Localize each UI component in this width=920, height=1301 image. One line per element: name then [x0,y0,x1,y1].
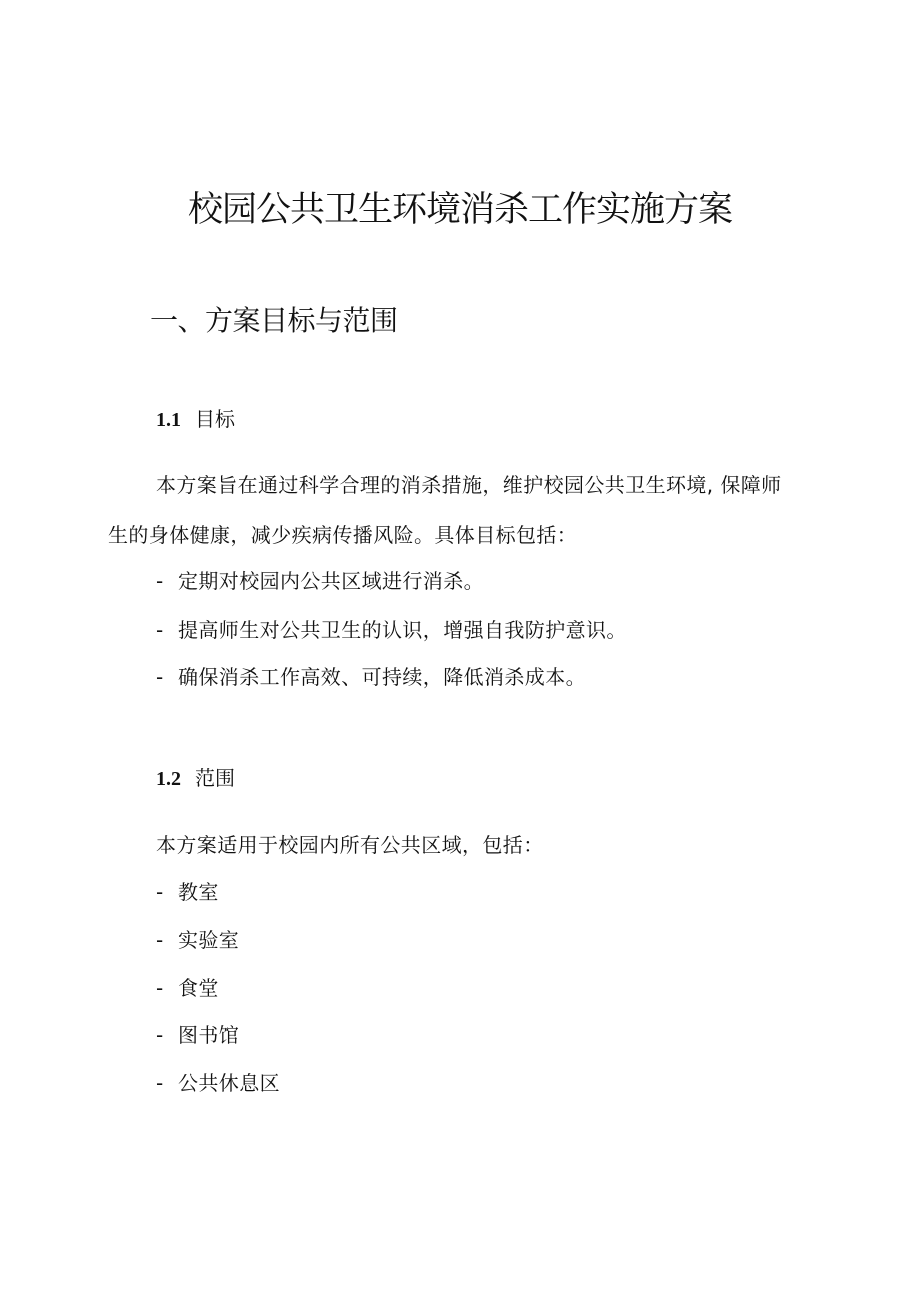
list-item: - 提高师生对公共卫生的认识，增强自我防护意识。 [156,615,627,645]
bullet-marker: - [156,880,164,904]
bullet-marker: - [156,976,164,1000]
list-item: - 教室 [156,877,219,907]
subsection-label: 目标 [195,407,235,431]
document-title: 校园公共卫生环境消杀工作实施方案 [187,190,732,230]
bullet-marker: - [156,569,164,593]
subsection-number: 1.2 [156,768,181,790]
section-heading: 一、方案目标与范围 [150,304,398,337]
list-item: - 公共休息区 [156,1068,280,1098]
bullet-marker: - [156,1071,164,1095]
paragraph-scope: 本方案适用于校园内所有公共区域，包括： [156,833,544,857]
subsection-label: 范围 [195,766,235,790]
list-item: - 食堂 [156,973,219,1003]
paragraph-goals-line-2: 生的身体健康，减少疾病传播风险。具体目标包括： [108,523,578,547]
subsection-heading-goals [156,404,235,435]
bullet-marker: - [156,928,164,952]
subsection-number: 1.1 [156,409,181,431]
subsection-heading-scope [156,763,235,794]
list-item: - 图书馆 [156,1020,239,1050]
bullet-marker: - [156,618,164,642]
list-item: - 确保消杀工作高效、可持续，降低消杀成本。 [156,662,586,692]
bullet-marker: - [156,1023,164,1047]
paragraph-goals-line-1: 本方案旨在通过科学合理的消杀措施，维护校园公共卫生环境, 保障师 [156,473,782,497]
bullet-marker: - [156,665,164,689]
list-item: - 定期对校园内公共区域进行消杀。 [156,566,484,596]
list-item: - 实验室 [156,925,239,955]
